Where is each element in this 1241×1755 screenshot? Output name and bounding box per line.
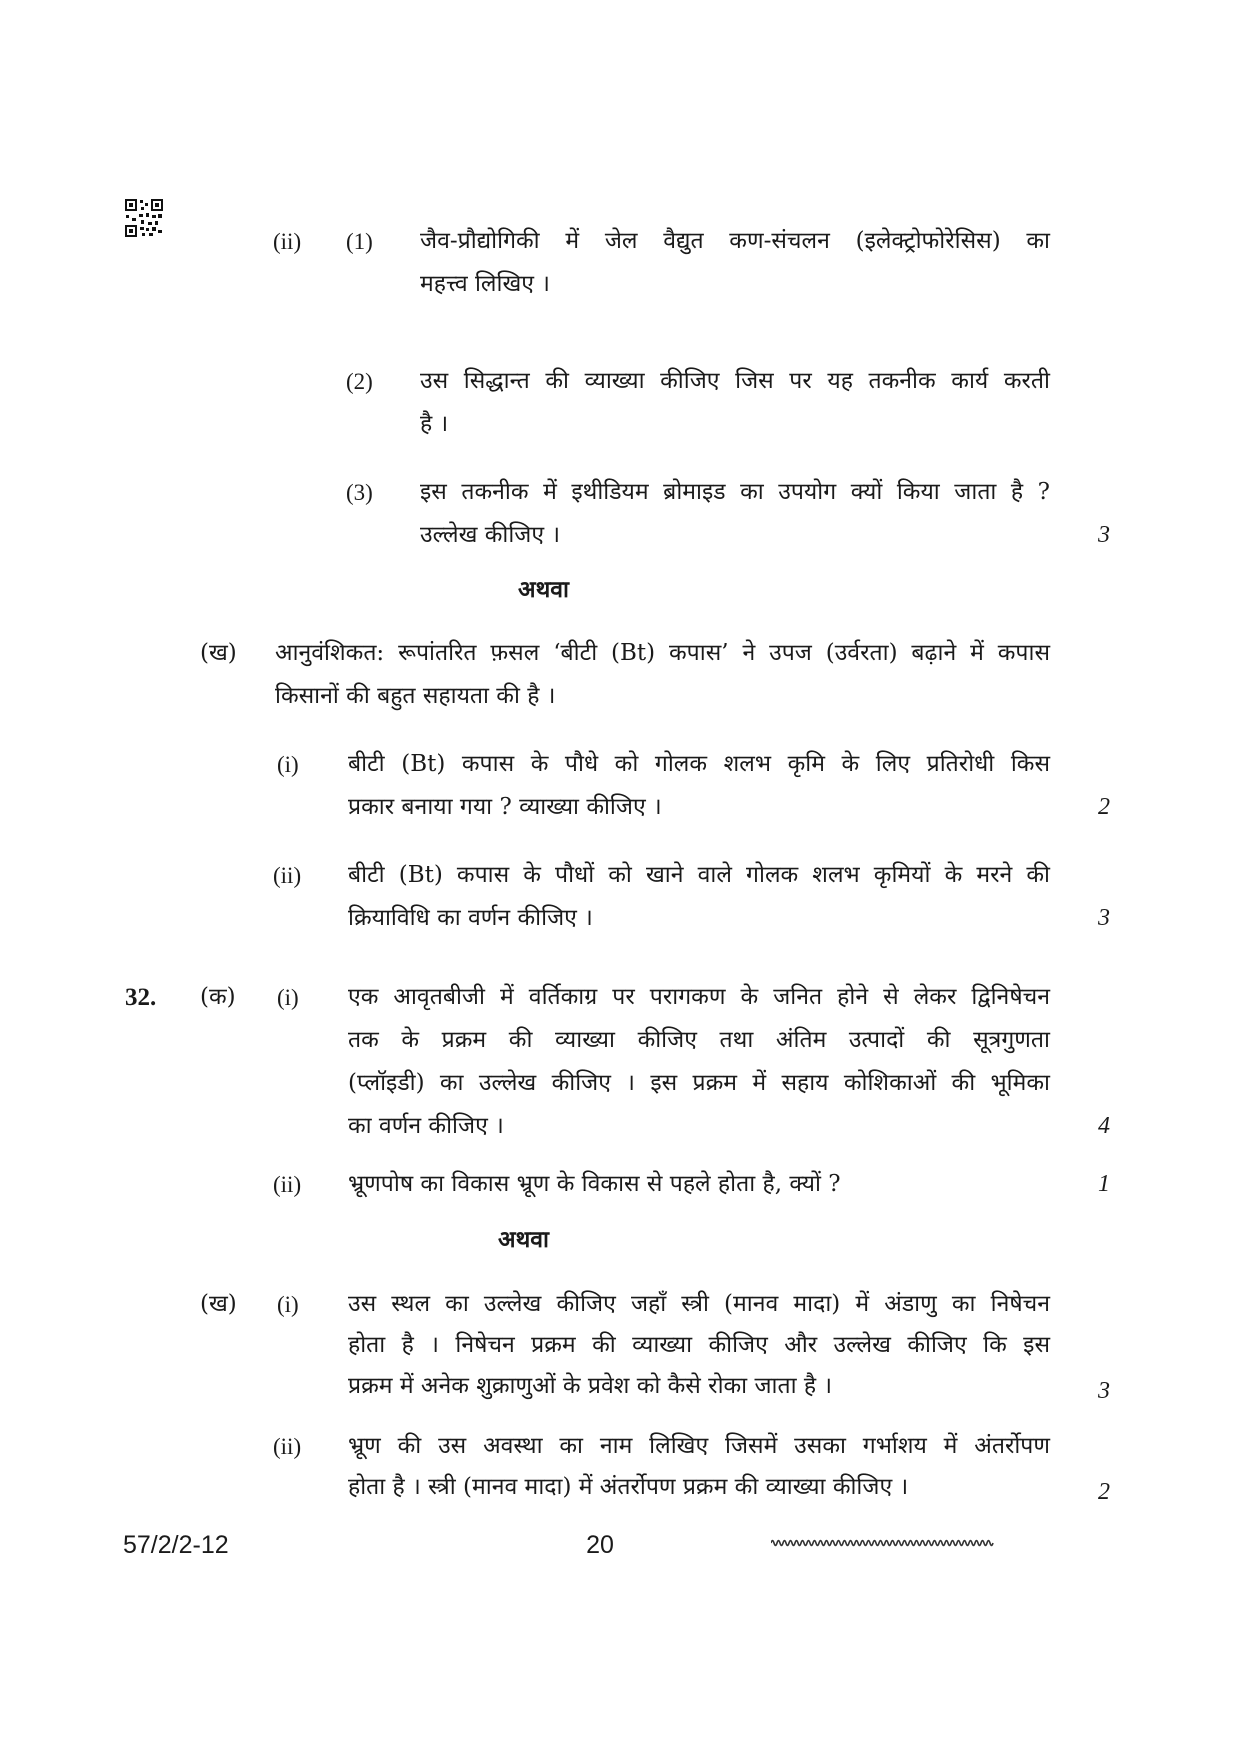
sub-part-label: (1): [346, 229, 373, 254]
sub-part-label: (i): [277, 752, 299, 777]
sub-part-label: (ii): [273, 863, 302, 888]
question-text: महत्त्व लिखिए ।: [420, 271, 551, 297]
qr-code: [124, 198, 164, 238]
part-label: (ख): [200, 1291, 237, 1317]
question-text: उस स्थल का उल्लेख कीजिए जहाँ स्त्री (मानव मादा) में अंडाणु का निषेचन: [348, 1291, 1050, 1317]
marks: 4: [1098, 1113, 1110, 1139]
marks: 3: [1098, 1378, 1110, 1404]
page-number: 20: [586, 1531, 614, 1559]
sub-part-label: (ii): [273, 1172, 302, 1197]
question-text: है ।: [420, 411, 449, 437]
question-text: (प्लॉइडी) का उल्लेख कीजिए । इस प्रक्रम में सहाय कोशिकाओं की भूमिका: [348, 1070, 1050, 1096]
question-text: आनुवंशिकत: रूपांतरित फ़सल ‘बीटी (Bt) कपास’ ने उपज (उर्वरता) बढ़ाने में कपास: [275, 640, 1050, 666]
question-text: एक आवृतबीजी में वर्तिकाग्र पर परागकण के जनित होने से लेकर द्विनिषेचन: [348, 984, 1050, 1010]
wavy-line-decoration: [771, 1536, 994, 1550]
question-text: तक के प्रक्रम की व्याख्या कीजिए तथा अंतिम उत्पादों की सूत्रगुणता: [348, 1027, 1050, 1053]
question-text: किसानों की बहुत सहायता की है ।: [275, 683, 556, 709]
paper-code: 57/2/2-12: [123, 1531, 229, 1559]
question-text: का वर्णन कीजिए ।: [348, 1113, 504, 1139]
question-text: बीटी (Bt) कपास के पौधों को खाने वाले गोलक शलभ कृमियों के मरने की: [348, 862, 1050, 888]
sub-part-label: (ii): [273, 1434, 302, 1459]
question-text: होता है । निषेचन प्रक्रम की व्याख्या कीजिए और उल्लेख कीजिए कि इस: [348, 1332, 1050, 1358]
question-text: प्रक्रम में अनेक शुक्राणुओं के प्रवेश को कैसे रोका जाता है ।: [348, 1373, 833, 1399]
sub-part-label: (3): [346, 480, 373, 505]
sub-part-label: (i): [277, 985, 299, 1010]
marks: 3: [1098, 905, 1110, 931]
question-text: बीटी (Bt) कपास के पौधे को गोलक शलभ कृमि के लिए प्रतिरोधी किस: [348, 751, 1050, 777]
marks: 2: [1098, 1479, 1110, 1505]
marks: 2: [1098, 794, 1110, 820]
question-text: होता है । स्त्री (मानव मादा) में अंतर्रोपण प्रक्रम की व्याख्या कीजिए ।: [348, 1474, 909, 1500]
question-text: क्रियाविधि का वर्णन कीजिए ।: [348, 905, 593, 931]
marks: 1: [1098, 1171, 1110, 1197]
question-text: जैव-प्रौद्योगिकी में जेल वैद्युत कण-संचलन (इलेक्ट्रोफोरेसिस) का: [420, 228, 1050, 254]
part-label: (क): [200, 984, 236, 1010]
question-number: 32.: [125, 984, 157, 1011]
question-text: भ्रूण की उस अवस्था का नाम लिखिए जिसमें उसका गर्भाशय में अंतर्रोपण: [348, 1433, 1050, 1459]
sub-part-label: (2): [346, 369, 373, 394]
sub-part-label: (i): [277, 1292, 299, 1317]
marks: 3: [1098, 522, 1110, 548]
question-text: भ्रूणपोष का विकास भ्रूण के विकास से पहले होता है, क्यों ?: [348, 1171, 841, 1197]
question-text: इस तकनीक में इथीडियम ब्रोमाइड का उपयोग क्यों किया जाता है ?: [420, 479, 1050, 505]
question-text: उल्लेख कीजिए ।: [420, 522, 561, 548]
part-label: (ख): [200, 640, 237, 666]
question-text: उस सिद्धान्त की व्याख्या कीजिए जिस पर यह तकनीक कार्य करती: [420, 368, 1050, 394]
question-text: प्रकार बनाया गया ? व्याख्या कीजिए ।: [348, 794, 662, 820]
or-heading: अथवा: [498, 1227, 550, 1253]
part-label: (ii): [273, 229, 302, 254]
or-heading: अथवा: [518, 577, 570, 603]
